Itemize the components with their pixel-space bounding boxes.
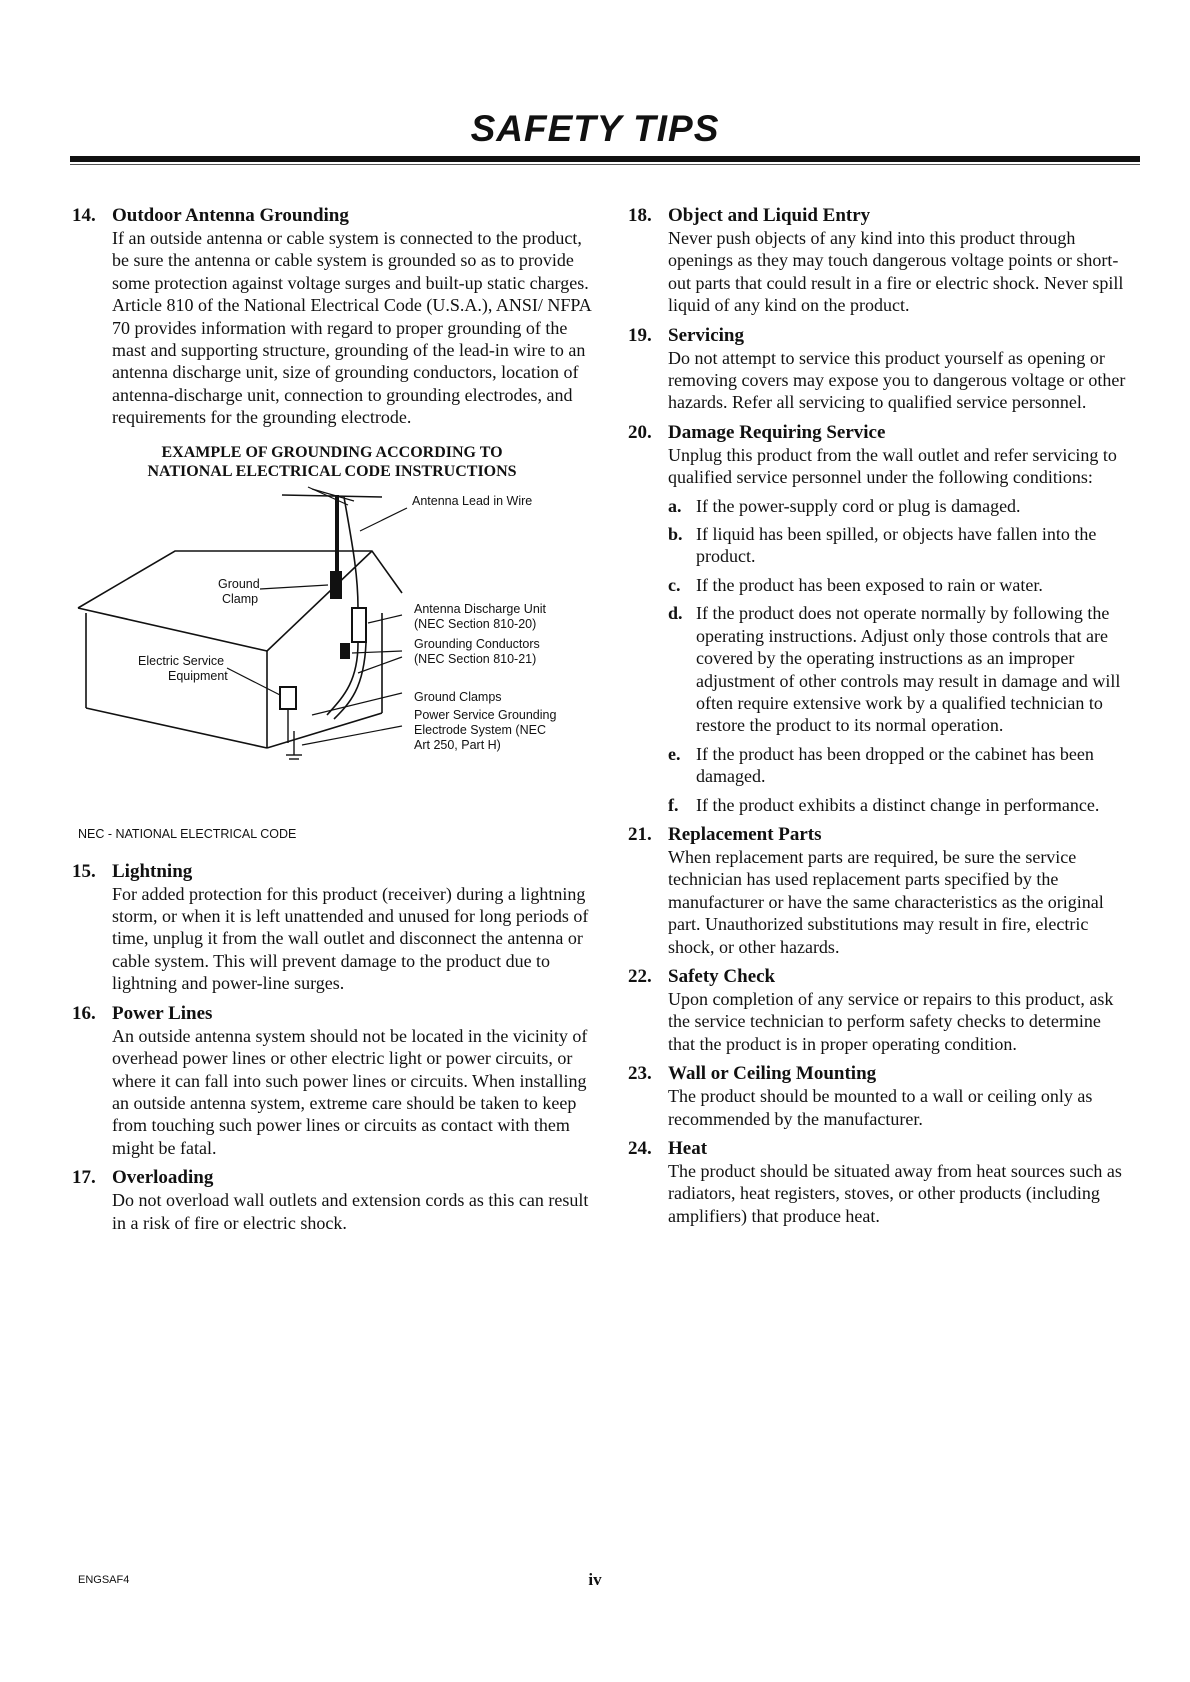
tip-number: 21. — [628, 823, 652, 845]
tip-title: Safety Check — [668, 965, 776, 987]
tip-body: Do not overload wall outlets and extension cords as this can result in a risk of fire or electric shock. — [112, 1190, 589, 1233]
tip-title: Overloading — [112, 1167, 214, 1189]
tip-body: Unplug this product from the wall outlet and refer servicing to qualified service personnel under the following conditions: — [668, 444, 1117, 488]
tip-title: Servicing — [668, 324, 744, 346]
tip-number: 17. — [72, 1167, 96, 1189]
label-electric-service-2: Equipment — [168, 668, 228, 683]
title-rule — [70, 156, 1140, 162]
condition-item — [668, 794, 1128, 816]
tip-number: 23. — [628, 1063, 652, 1085]
condition-letter: e. — [668, 743, 681, 764]
condition-text: If the product has been exposed to rain or water. — [696, 574, 1043, 595]
tip-body: Upon completion of any service or repairs to this product, ask the service technician to perform safety checks to determine that the product is in proper operating condition. — [668, 988, 1114, 1054]
label-ground-clamp-1: Ground — [218, 576, 260, 591]
tip-number: 24. — [628, 1138, 652, 1159]
condition-list — [668, 495, 1128, 816]
tip-body: Never push objects of any kind into this product through openings as they may touch dangerous voltage points or short-out parts that could result in a fire or electric shock. Never spill liquid of any kind on the product. — [668, 228, 1124, 316]
tip-number: 15. — [72, 860, 96, 882]
tip-heat — [628, 1138, 1128, 1227]
tip-number: 18. — [628, 205, 652, 226]
tip-overloading — [72, 1167, 592, 1234]
tip-servicing — [628, 325, 1128, 414]
label-discharge-unit-1: Antenna Discharge Unit — [414, 601, 547, 616]
condition-letter: f. — [668, 794, 679, 815]
tip-title: Replacement Parts — [668, 823, 822, 845]
tip-title: Lightning — [112, 860, 193, 882]
condition-item — [668, 602, 1128, 736]
electric-service-box — [280, 687, 296, 709]
condition-letter: b. — [668, 524, 683, 545]
ground-clamp-block — [330, 571, 342, 599]
tip-title: Wall or Ceiling Mounting — [668, 1063, 877, 1085]
diagram-caption-line-1: EXAMPLE OF GROUNDING ACCORDING TO — [161, 443, 503, 461]
grounding-diagram — [72, 483, 592, 823]
label-power-service-2: Electrode System (NEC — [414, 722, 546, 737]
condition-text: If the product has been dropped or the cabinet has been damaged. — [696, 743, 1094, 787]
document-code: ENGSAF4 — [78, 1574, 130, 1586]
tip-outdoor-antenna-grounding — [72, 205, 592, 429]
page-number: iv — [588, 1570, 602, 1589]
label-electric-service-1: Electric Service — [138, 653, 225, 668]
tip-number: 19. — [628, 324, 652, 346]
label-power-service-1: Power Service Grounding — [414, 707, 557, 722]
ground-clamp-lower — [340, 643, 350, 659]
condition-item — [668, 574, 1128, 596]
label-grounding-conductors-1: Grounding Conductors — [414, 636, 540, 651]
tip-body: An outside antenna system should not be located in the vicinity of overhead power lines or other electric light or power circuits, or where it can fall into such power lines or circuits. When installing an outside antenna system, extreme care should be taken to keep from touching such power lines or circuits as contact with them might be fatal. — [112, 1025, 588, 1158]
condition-letter: c. — [668, 574, 681, 595]
tip-body: The product should be mounted to a wall or ceiling only as recommended by the manufacturer. — [668, 1086, 1093, 1129]
right-column — [628, 205, 1128, 1235]
tip-lightning — [72, 861, 592, 995]
label-antenna-lead: Antenna Lead in Wire — [412, 493, 533, 508]
label-discharge-unit-2: (NEC Section 810-20) — [414, 616, 537, 631]
leader-lines — [227, 508, 407, 745]
discharge-unit-block — [352, 608, 366, 642]
tip-number: 20. — [628, 421, 652, 443]
tip-replacement-parts — [628, 824, 1128, 958]
nec-note: NEC - NATIONAL ELECTRICAL CODE — [78, 826, 297, 841]
condition-text: If the power-supply cord or plug is damaged. — [696, 495, 1021, 516]
left-column — [72, 205, 592, 1242]
condition-letter: d. — [668, 603, 683, 624]
tip-object-liquid-entry — [628, 205, 1128, 317]
condition-text: If the product does not operate normally by following the operating instructions. Adjust only those controls that are covered by the operating instructions as an improper adjustment of other controls may result in damage and will often require extensive work by a qualified technician to restore the product to its normal operation. — [696, 603, 1121, 736]
condition-item — [668, 743, 1128, 788]
tip-title: Outdoor Antenna Grounding — [112, 205, 349, 226]
diagram-caption-line-2: NATIONAL ELECTRICAL CODE INSTRUCTIONS — [147, 462, 517, 480]
tip-body: If an outside antenna or cable system is connected to the product, be sure the antenna or cable system is grounded so as to provide some protection against voltage surges and built-up static charges. Article 810 of the National Electrical Code (U.S.A.), ANSI/ NFPA 70 provides information with regard to proper grounding of the mast and supporting structure, grounding of the lead-in wire to an antenna discharge unit, size of grounding conductors, location of antenna-discharge unit, connection to grounding electrodes, and requirements for the grounding electrode. — [112, 228, 591, 428]
tip-power-lines — [72, 1003, 592, 1159]
label-power-service-3: Art 250, Part H) — [414, 737, 501, 752]
tip-body: Do not attempt to service this product yourself as opening or removing covers may expose you to dangerous voltage or other hazards. Refer all servicing to qualified service personnel. — [668, 347, 1126, 413]
label-ground-clamps: Ground Clamps — [414, 689, 502, 704]
diagram-caption — [72, 443, 592, 481]
label-grounding-conductors-2: (NEC Section 810-21) — [414, 651, 537, 666]
tip-title: Heat — [668, 1138, 708, 1159]
condition-text: If liquid has been spilled, or objects have fallen into the product. — [696, 524, 1097, 567]
label-ground-clamp-2: Clamp — [222, 591, 259, 606]
tip-title: Damage Requiring Service — [668, 421, 886, 443]
title-rule-thin — [70, 164, 1140, 165]
page-title: SAFETY TIPS — [470, 108, 720, 149]
tip-damage-requiring-service — [628, 422, 1128, 816]
tip-title: Power Lines — [112, 1002, 213, 1024]
tip-title: Object and Liquid Entry — [668, 205, 871, 226]
tip-body: When replacement parts are required, be sure the service technician has used replacement parts specified by the manufacturer or have the same characteristics as the original part. Unauthorized substitutions may result in fire, electric shock, or other hazards. — [668, 846, 1104, 957]
tip-number: 14. — [72, 205, 96, 226]
condition-text: If the product exhibits a distinct change in performance. — [696, 794, 1100, 815]
tip-wall-ceiling-mounting — [628, 1063, 1128, 1130]
tip-body: The product should be situated away from heat sources such as radiators, heat registers, stoves, or other products (including amplifiers) that produce heat. — [668, 1161, 1122, 1226]
tip-number: 16. — [72, 1002, 96, 1024]
tip-body: For added protection for this product (receiver) during a lightning storm, or when it is left unattended and unused for long periods of time, unplug it from the wall outlet and disconnect the antenna or cable system. This will prevent damage to the product due to lightning and power-line surges. — [112, 883, 589, 994]
condition-item — [668, 495, 1128, 517]
tip-safety-check — [628, 966, 1128, 1055]
condition-item — [668, 523, 1128, 568]
condition-letter: a. — [668, 495, 682, 516]
tip-number: 22. — [628, 965, 652, 987]
